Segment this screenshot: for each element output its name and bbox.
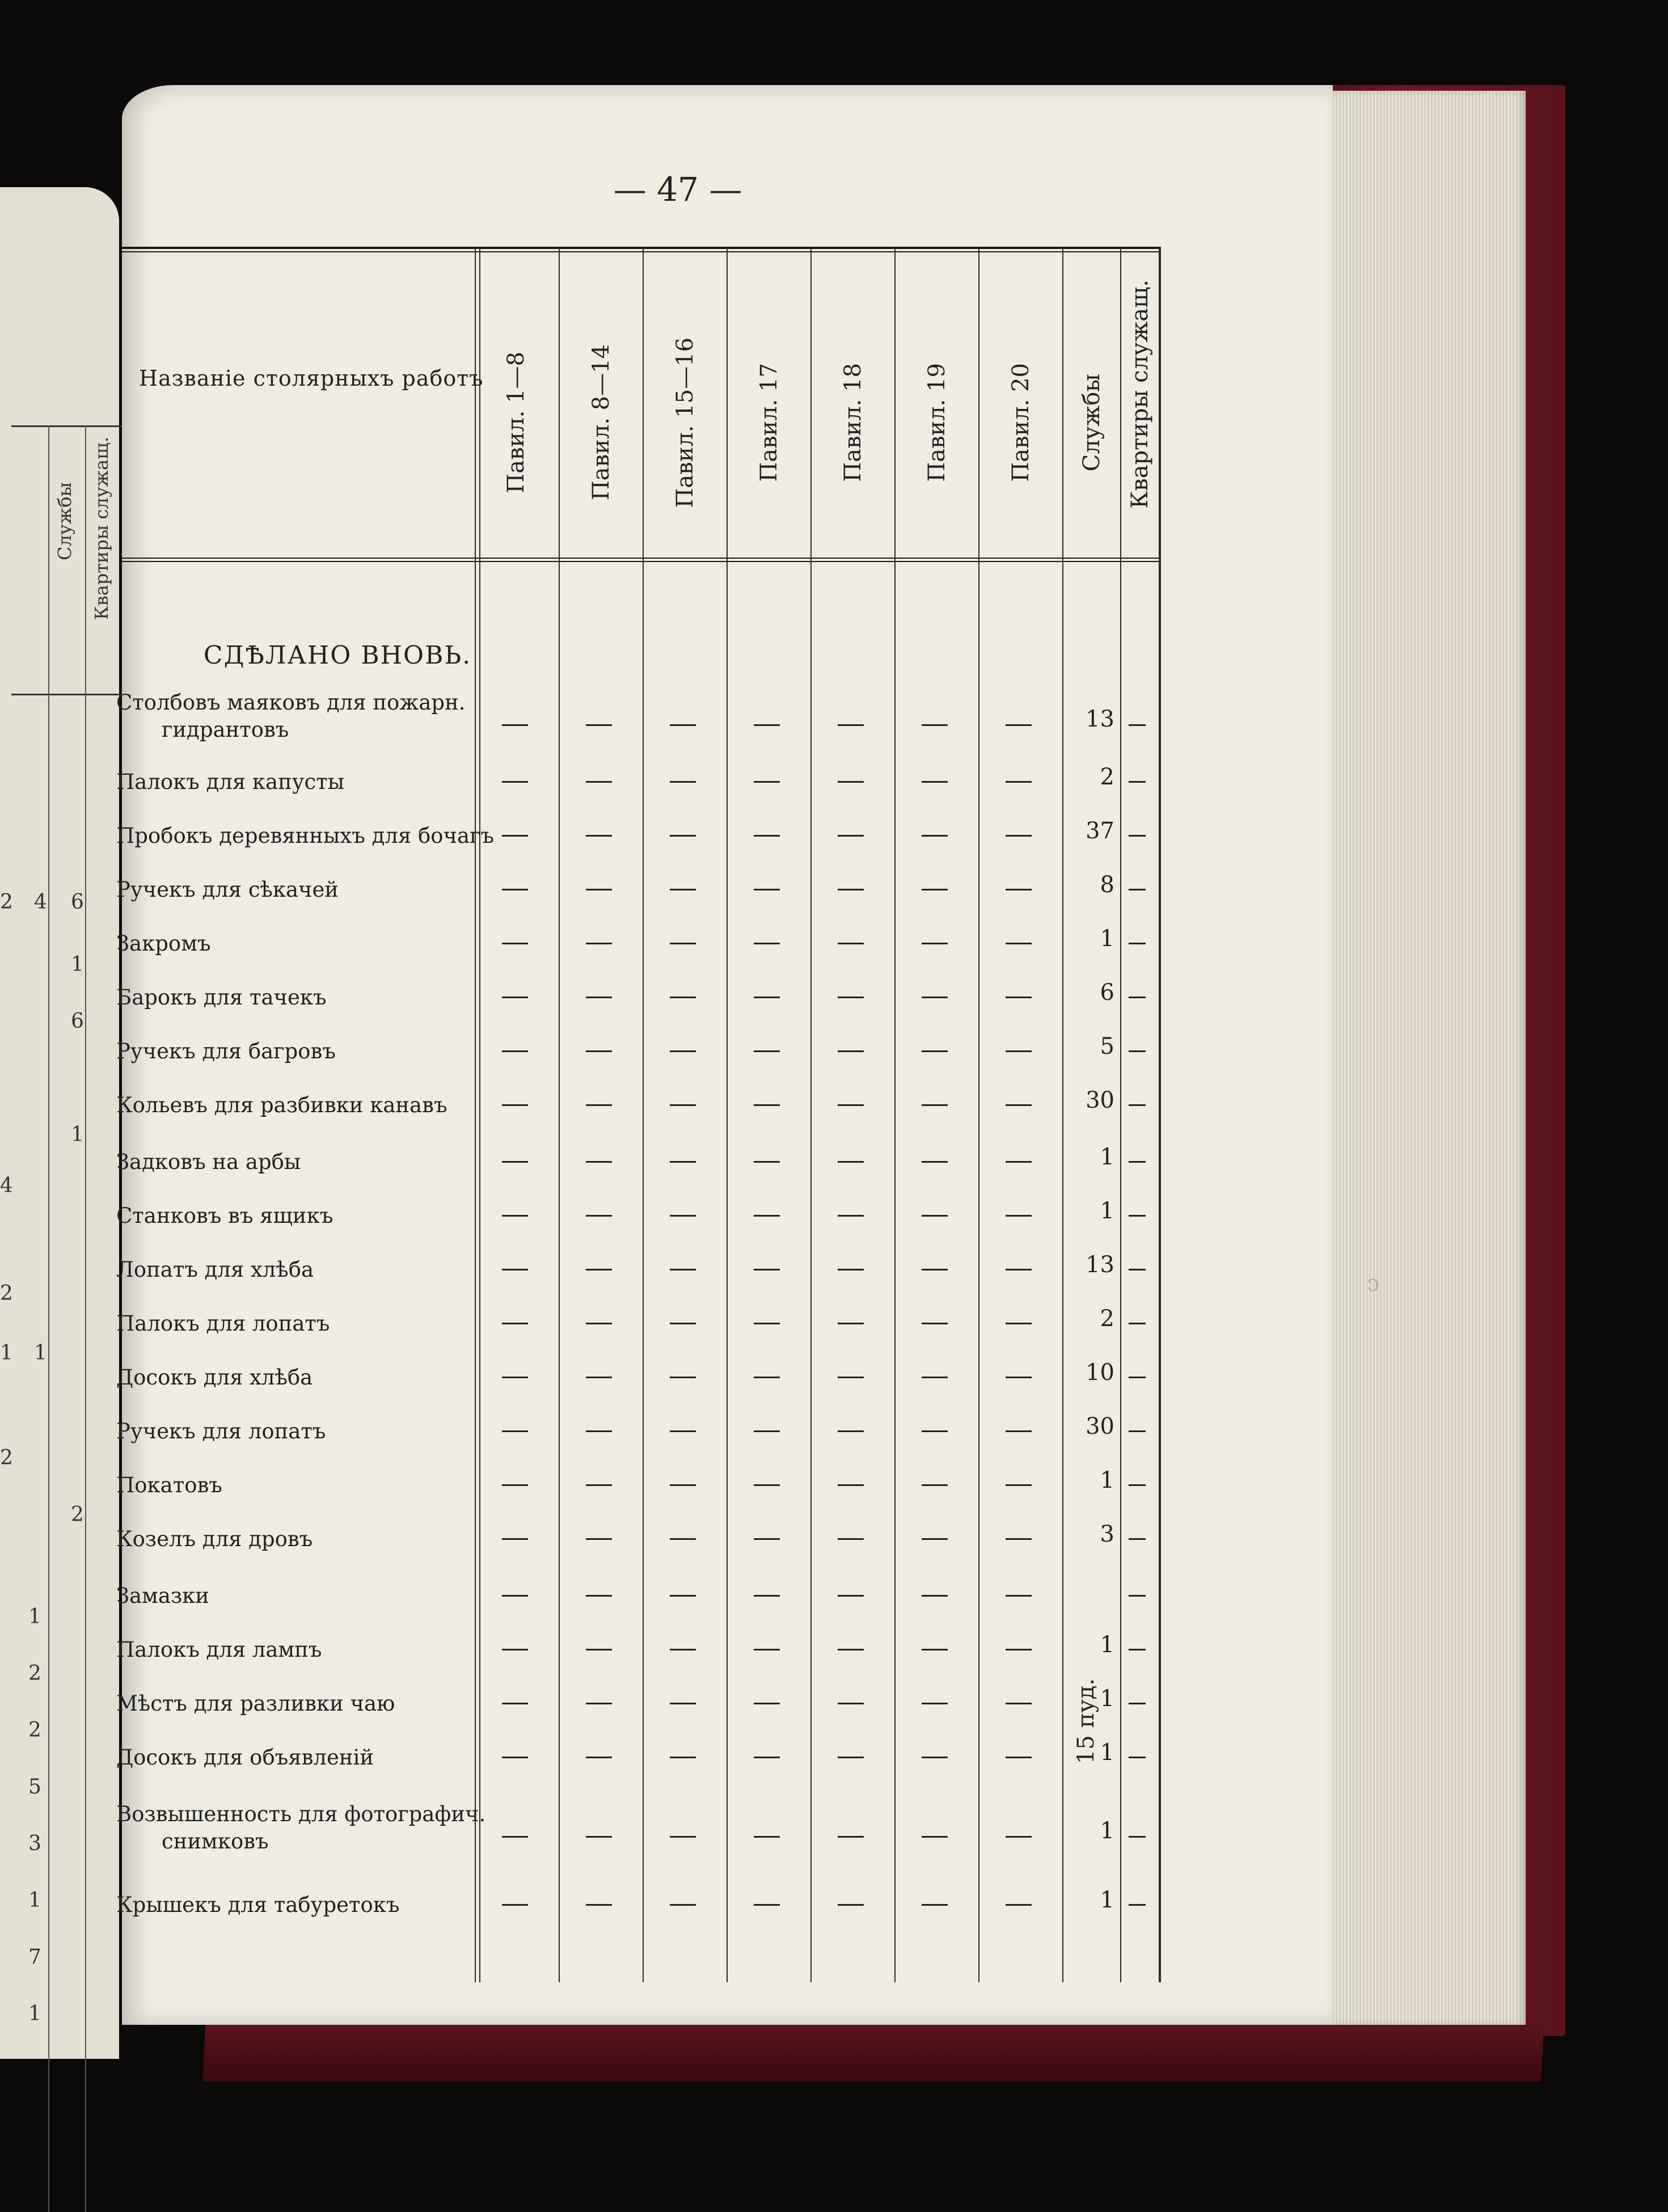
column-rule <box>978 247 979 1982</box>
empty-cell-dash <box>670 781 696 783</box>
empty-cell-dash <box>1129 943 1146 944</box>
left-page-cell: 2 <box>71 1503 84 1526</box>
empty-cell-dash <box>922 1104 948 1106</box>
empty-cell-dash <box>1006 997 1032 998</box>
empty-cell-dash <box>586 1595 612 1597</box>
empty-cell-dash <box>1006 1904 1032 1906</box>
empty-cell-dash <box>754 781 780 783</box>
empty-cell-dash <box>502 724 528 726</box>
row-label: Палокъ для лопатъ <box>116 1311 330 1336</box>
empty-cell-dash <box>586 1161 612 1163</box>
empty-cell-dash <box>670 1215 696 1217</box>
empty-cell-dash <box>1129 1323 1146 1324</box>
empty-cell-dash <box>586 1430 612 1432</box>
row-label-continuation: гидрантовъ <box>162 717 289 742</box>
column-header-text: Квартиры служащ. <box>1127 280 1153 509</box>
empty-cell-dash <box>586 1538 612 1540</box>
column-header <box>564 281 638 564</box>
empty-cell-dash <box>670 1904 696 1906</box>
empty-cell-dash <box>838 1484 864 1486</box>
paper-speck: ↄ <box>1367 1270 1380 1297</box>
empty-cell-dash <box>922 1215 948 1217</box>
left-page-column-rule <box>48 425 49 2212</box>
row-label: Крышекъ для табуретокъ <box>116 1893 400 1917</box>
left-page-cell: 4 <box>34 890 47 914</box>
empty-cell-dash <box>754 1215 780 1217</box>
row-label: Ручекъ для сѣкачей <box>116 877 339 902</box>
column-header-text: Павил. 19 <box>924 363 950 482</box>
row-label: Станковъ въ ящикъ <box>116 1204 333 1228</box>
left-page-cell: 2 <box>28 1662 41 1685</box>
empty-cell-dash <box>1129 1703 1146 1704</box>
row-value: 13 <box>1086 1252 1114 1278</box>
empty-cell-dash <box>1129 1161 1146 1163</box>
empty-cell-dash <box>838 724 864 726</box>
empty-cell-dash <box>1129 1836 1146 1838</box>
empty-cell-dash <box>1006 1323 1032 1324</box>
empty-cell-dash <box>586 943 612 944</box>
empty-cell-dash <box>754 1538 780 1540</box>
row-label: Столбовъ маяковъ для пожарн. <box>116 690 466 715</box>
empty-cell-dash <box>670 1538 696 1540</box>
empty-cell-dash <box>502 781 528 783</box>
empty-cell-dash <box>670 997 696 998</box>
column-rule <box>1159 247 1161 1982</box>
empty-cell-dash <box>754 1323 780 1324</box>
left-page-cell: 3 <box>28 1832 41 1855</box>
works-table <box>116 247 1160 1982</box>
empty-cell-dash <box>1129 1484 1146 1486</box>
empty-cell-dash <box>1129 781 1146 783</box>
empty-cell-dash <box>586 1377 612 1378</box>
empty-cell-dash <box>1129 1269 1146 1270</box>
row-value: 2 <box>1100 764 1114 790</box>
empty-cell-dash <box>838 1323 864 1324</box>
empty-cell-dash <box>670 1836 696 1838</box>
empty-cell-dash <box>670 889 696 890</box>
empty-cell-dash <box>754 1757 780 1758</box>
row-label: Ручекъ для багровъ <box>116 1039 336 1063</box>
empty-cell-dash <box>838 1215 864 1217</box>
row-label: Лопатъ для хлѣба <box>116 1257 314 1282</box>
column-rule <box>894 247 896 1982</box>
empty-cell-dash <box>1006 781 1032 783</box>
column-header-text: Службы <box>1079 373 1105 472</box>
row-label: Задковъ на арбы <box>116 1150 301 1174</box>
empty-cell-dash <box>922 1757 948 1758</box>
empty-cell-dash <box>1129 835 1146 837</box>
empty-cell-dash <box>586 1757 612 1758</box>
left-page-cell: 1 <box>0 1341 13 1365</box>
empty-cell-dash <box>502 1904 528 1906</box>
empty-cell-dash <box>838 1377 864 1378</box>
empty-cell-dash <box>754 1836 780 1838</box>
column-header <box>732 281 806 564</box>
empty-cell-dash <box>922 835 948 837</box>
empty-cell-dash <box>922 1269 948 1270</box>
empty-cell-dash <box>670 943 696 944</box>
left-page-header: Квартиры служащ. <box>91 437 112 620</box>
empty-cell-dash <box>670 1484 696 1486</box>
column-header <box>984 281 1058 564</box>
empty-cell-dash <box>502 1836 528 1838</box>
empty-cell-dash <box>838 1703 864 1704</box>
empty-cell-dash <box>670 724 696 726</box>
empty-cell-dash <box>1006 1836 1032 1838</box>
empty-cell-dash <box>922 1836 948 1838</box>
row-label: Палокъ для лампъ <box>116 1637 322 1662</box>
empty-cell-dash <box>586 889 612 890</box>
empty-cell-dash <box>670 1430 696 1432</box>
empty-cell-dash <box>922 1649 948 1650</box>
column-header <box>1063 281 1120 564</box>
row-label: Кольевъ для разбивки канавъ <box>116 1093 447 1117</box>
row-value: 2 <box>1100 1306 1114 1332</box>
row-label-continuation: снимковъ <box>162 1829 269 1854</box>
empty-cell-dash <box>922 1484 948 1486</box>
empty-cell-dash <box>754 889 780 890</box>
empty-cell-dash <box>1006 1538 1032 1540</box>
row-value: 1 <box>1100 1740 1114 1766</box>
row-value: 1 <box>1100 1818 1114 1844</box>
row-value: 3 <box>1100 1521 1114 1547</box>
left-page-column-rule <box>85 425 86 2212</box>
left-page-cell: 7 <box>28 1945 41 1969</box>
empty-cell-dash <box>586 1904 612 1906</box>
empty-cell-dash <box>754 1904 780 1906</box>
left-page-cell: 2 <box>28 1719 41 1742</box>
empty-cell-dash <box>754 997 780 998</box>
left-page-fragment <box>0 187 119 2059</box>
row-value: 10 <box>1086 1360 1114 1386</box>
empty-cell-dash <box>1129 1104 1146 1106</box>
book-page <box>116 85 1333 2025</box>
empty-cell-dash <box>502 1323 528 1324</box>
column-rule <box>559 247 560 1982</box>
empty-cell-dash <box>838 1161 864 1163</box>
empty-cell-dash <box>838 1757 864 1758</box>
empty-cell-dash <box>1006 1050 1032 1052</box>
page-number: — 47 — <box>613 170 742 209</box>
empty-cell-dash <box>922 1430 948 1432</box>
empty-cell-dash <box>670 1050 696 1052</box>
empty-cell-dash <box>838 1269 864 1270</box>
empty-cell-dash <box>838 943 864 944</box>
empty-cell-dash <box>1129 1757 1146 1758</box>
empty-cell-dash <box>922 1703 948 1704</box>
column-header-text: Павил. 18 <box>840 363 866 482</box>
empty-cell-dash <box>670 1323 696 1324</box>
empty-cell-dash <box>754 1703 780 1704</box>
empty-cell-dash <box>502 1269 528 1270</box>
empty-cell-dash <box>754 1484 780 1486</box>
empty-cell-dash <box>1129 1050 1146 1052</box>
column-rule <box>810 247 812 1982</box>
empty-cell-dash <box>922 1377 948 1378</box>
empty-cell-dash <box>502 1538 528 1540</box>
row-value: 1 <box>1100 1686 1114 1712</box>
row-value: 1 <box>1100 1632 1114 1658</box>
empty-cell-dash <box>754 835 780 837</box>
empty-cell-dash <box>1006 889 1032 890</box>
column-header <box>1121 252 1159 536</box>
empty-cell-dash <box>586 1269 612 1270</box>
left-page-cell: 1 <box>71 953 84 976</box>
pud-note <box>1069 1636 1103 1806</box>
empty-cell-dash <box>670 1703 696 1704</box>
empty-cell-dash <box>922 781 948 783</box>
empty-cell-dash <box>838 1538 864 1540</box>
empty-cell-dash <box>1129 1430 1146 1432</box>
empty-cell-dash <box>1129 1215 1146 1217</box>
empty-cell-dash <box>838 889 864 890</box>
empty-cell-dash <box>1129 997 1146 998</box>
empty-cell-dash <box>922 1050 948 1052</box>
row-value: 8 <box>1100 872 1114 898</box>
empty-cell-dash <box>1006 1430 1032 1432</box>
column-header-text: Павил. 20 <box>1008 363 1034 482</box>
left-page-cell: 1 <box>28 2002 41 2025</box>
row-label: Козелъ для дровъ <box>116 1527 313 1551</box>
empty-cell-dash <box>502 1484 528 1486</box>
empty-cell-dash <box>1129 1377 1146 1378</box>
empty-cell-dash <box>502 1215 528 1217</box>
empty-cell-dash <box>754 943 780 944</box>
empty-cell-dash <box>502 889 528 890</box>
section-title: СДѢЛАНО ВНОВЬ. <box>203 641 472 670</box>
empty-cell-dash <box>838 835 864 837</box>
empty-cell-dash <box>1006 1104 1032 1106</box>
empty-cell-dash <box>1006 1757 1032 1758</box>
empty-cell-dash <box>670 1104 696 1106</box>
empty-cell-dash <box>586 1836 612 1838</box>
row-value: 6 <box>1100 980 1114 1006</box>
column-header <box>900 281 974 564</box>
empty-cell-dash <box>502 1161 528 1163</box>
empty-cell-dash <box>1006 724 1032 726</box>
empty-cell-dash <box>922 889 948 890</box>
empty-cell-dash <box>922 1161 948 1163</box>
empty-cell-dash <box>754 1377 780 1378</box>
book-binding-bottom <box>202 2019 1544 2082</box>
left-page-cell: 4 <box>0 1174 13 1197</box>
column-header-text: Павил. 15—16 <box>672 337 698 508</box>
empty-cell-dash <box>754 1269 780 1270</box>
empty-cell-dash <box>838 997 864 998</box>
column-header-text: Павил. 8—14 <box>588 344 614 501</box>
row-label: Палокъ для капусты <box>116 770 345 794</box>
left-page-cell: 1 <box>28 1889 41 1912</box>
empty-cell-dash <box>754 1050 780 1052</box>
empty-cell-dash <box>502 1050 528 1052</box>
empty-cell-dash <box>670 1161 696 1163</box>
row-value: 1 <box>1100 1144 1114 1170</box>
empty-cell-dash <box>922 724 948 726</box>
row-label: Покатовъ <box>116 1473 222 1497</box>
empty-cell-dash <box>586 1649 612 1650</box>
empty-cell-dash <box>1006 1484 1032 1486</box>
empty-cell-dash <box>670 1649 696 1650</box>
empty-cell-dash <box>1006 1215 1032 1217</box>
column-rule <box>727 247 728 1982</box>
column-header-text: Павил. 1—8 <box>503 352 529 493</box>
row-value: 1 <box>1100 1198 1114 1224</box>
empty-cell-dash <box>922 1595 948 1597</box>
empty-cell-dash <box>754 724 780 726</box>
row-value: 5 <box>1100 1033 1114 1059</box>
empty-cell-dash <box>502 1649 528 1650</box>
empty-cell-dash <box>586 1104 612 1106</box>
empty-cell-dash <box>1129 1904 1146 1906</box>
empty-cell-dash <box>586 835 612 837</box>
table-top-rule <box>122 247 1160 249</box>
row-label: Мѣстъ для разливки чаю <box>116 1691 395 1716</box>
row-value: 1 <box>1100 926 1114 952</box>
empty-cell-dash <box>1129 724 1146 726</box>
empty-cell-dash <box>1129 1538 1146 1540</box>
left-page-cell: 6 <box>71 890 84 914</box>
row-label: Закромъ <box>116 931 211 956</box>
row-label: Досокъ для хлѣба <box>116 1365 313 1390</box>
left-page-cell: 6 <box>71 1010 84 1033</box>
left-page-cell: 2 <box>0 890 13 914</box>
empty-cell-dash <box>586 1050 612 1052</box>
empty-cell-dash <box>670 1595 696 1597</box>
empty-cell-dash <box>502 1104 528 1106</box>
empty-cell-dash <box>586 1215 612 1217</box>
column-header <box>479 281 553 564</box>
empty-cell-dash <box>502 1595 528 1597</box>
left-page-cell: 1 <box>34 1341 47 1365</box>
empty-cell-dash <box>1129 1595 1146 1597</box>
column-header-text: Павил. 17 <box>756 363 782 482</box>
page-edges <box>1327 91 1526 2025</box>
left-page-header: Службы <box>54 482 75 560</box>
empty-cell-dash <box>922 1538 948 1540</box>
row-value: 30 <box>1086 1413 1114 1440</box>
empty-cell-dash <box>838 1836 864 1838</box>
empty-cell-dash <box>670 1377 696 1378</box>
empty-cell-dash <box>1006 1649 1032 1650</box>
empty-cell-dash <box>1006 835 1032 837</box>
empty-cell-dash <box>922 997 948 998</box>
empty-cell-dash <box>670 1757 696 1758</box>
pud-note-text: 15 пуд. <box>1073 1678 1099 1764</box>
empty-cell-dash <box>502 1703 528 1704</box>
empty-cell-dash <box>754 1104 780 1106</box>
empty-cell-dash <box>1006 1703 1032 1704</box>
empty-cell-dash <box>502 835 528 837</box>
empty-cell-dash <box>1006 943 1032 944</box>
row-value: 13 <box>1086 706 1114 732</box>
empty-cell-dash <box>1006 1161 1032 1163</box>
empty-cell-dash <box>838 1595 864 1597</box>
empty-cell-dash <box>1006 1269 1032 1270</box>
left-page-cell: 2 <box>0 1446 13 1470</box>
empty-cell-dash <box>922 1323 948 1324</box>
empty-cell-dash <box>586 1323 612 1324</box>
row-label: Барокъ для тачекъ <box>116 985 327 1010</box>
empty-cell-dash <box>586 724 612 726</box>
empty-cell-dash <box>754 1595 780 1597</box>
empty-cell-dash <box>502 1430 528 1432</box>
left-page-cell: 1 <box>28 1605 41 1628</box>
empty-cell-dash <box>1006 1595 1032 1597</box>
empty-cell-dash <box>502 943 528 944</box>
row-value: 37 <box>1086 818 1114 844</box>
empty-cell-dash <box>838 781 864 783</box>
empty-cell-dash <box>670 835 696 837</box>
empty-cell-dash <box>1129 889 1146 890</box>
row-label: Замазки <box>116 1584 209 1608</box>
empty-cell-dash <box>1129 1649 1146 1650</box>
row-value: 1 <box>1100 1887 1114 1913</box>
empty-cell-dash <box>754 1649 780 1650</box>
empty-cell-dash <box>670 1269 696 1270</box>
left-page-cell: 2 <box>0 1282 13 1305</box>
empty-cell-dash <box>754 1430 780 1432</box>
empty-cell-dash <box>838 1104 864 1106</box>
table-top-rule-thin <box>122 251 1160 252</box>
row-label: Досокъ для объявленій <box>116 1745 374 1770</box>
empty-cell-dash <box>502 997 528 998</box>
empty-cell-dash <box>586 1484 612 1486</box>
row-label: Возвышенность для фотографич. <box>116 1802 486 1826</box>
row-label: Пробокъ деревянныхъ для бочагъ <box>116 824 494 848</box>
empty-cell-dash <box>502 1757 528 1758</box>
empty-cell-dash <box>922 1904 948 1906</box>
empty-cell-dash <box>838 1050 864 1052</box>
empty-cell-dash <box>1006 1377 1032 1378</box>
name-column-header: Названіе столярныхъ работъ <box>139 366 484 391</box>
column-header <box>816 281 890 564</box>
column-header <box>648 281 722 564</box>
empty-cell-dash <box>838 1904 864 1906</box>
column-rule <box>643 247 644 1982</box>
row-value: 30 <box>1086 1087 1114 1113</box>
empty-cell-dash <box>838 1649 864 1650</box>
empty-cell-dash <box>922 943 948 944</box>
empty-cell-dash <box>586 781 612 783</box>
empty-cell-dash <box>502 1377 528 1378</box>
empty-cell-dash <box>754 1161 780 1163</box>
empty-cell-dash <box>838 1430 864 1432</box>
left-page-cell: 5 <box>28 1775 41 1799</box>
row-value: 1 <box>1100 1467 1114 1493</box>
empty-cell-dash <box>586 997 612 998</box>
left-page-cell: 1 <box>71 1123 84 1146</box>
empty-cell-dash <box>586 1703 612 1704</box>
row-label: Ручекъ для лопатъ <box>116 1419 326 1443</box>
